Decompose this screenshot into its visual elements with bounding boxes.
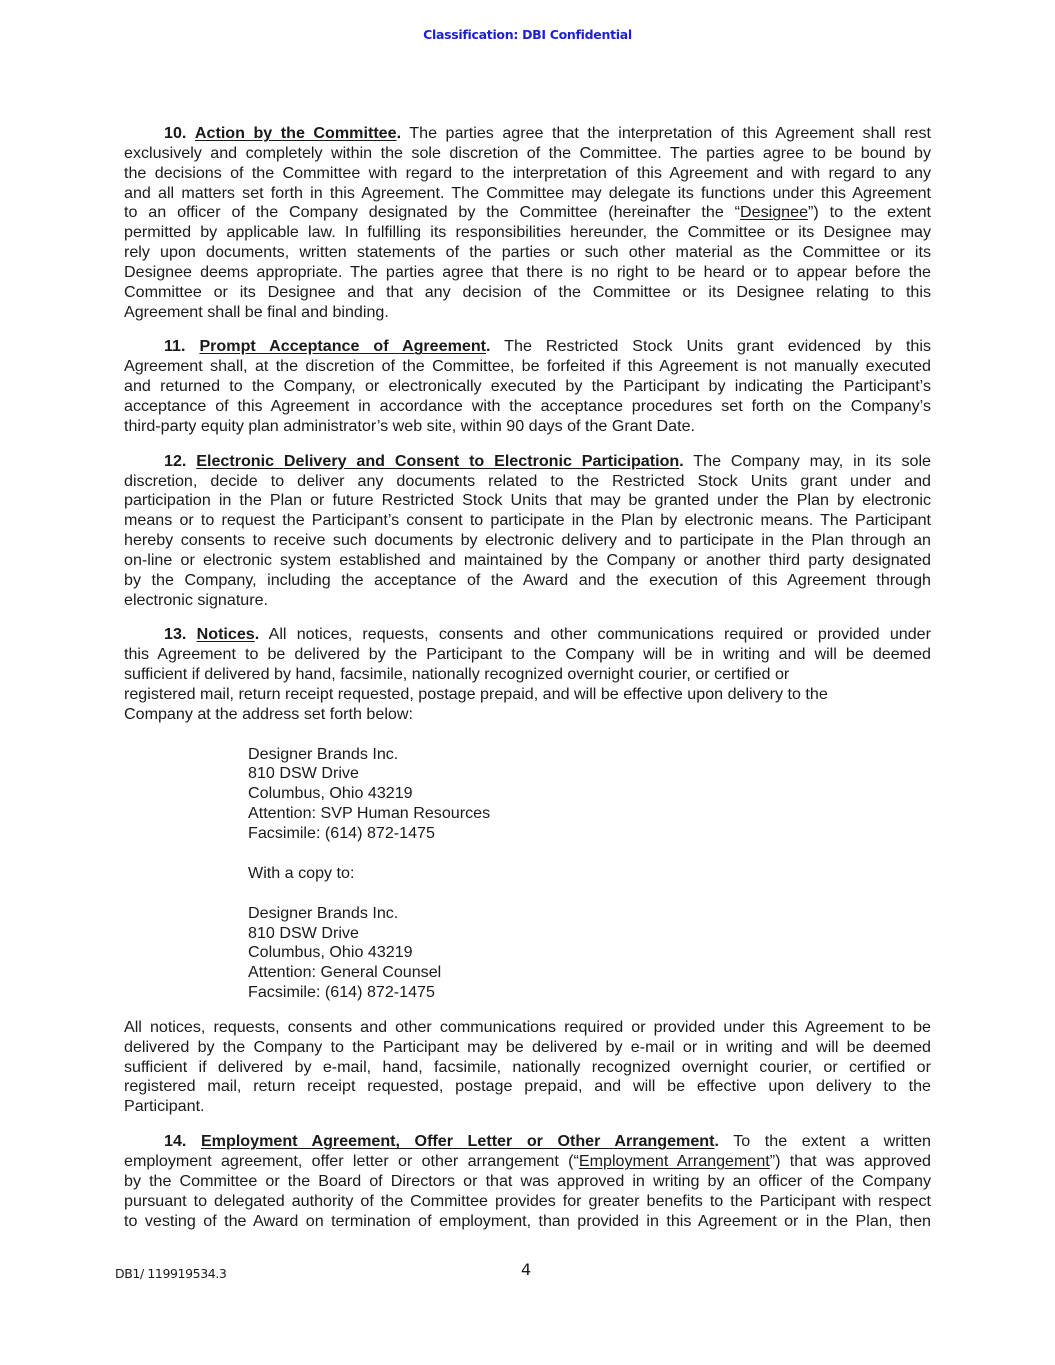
paragraph-line: third-party equity plan administrator’s web site, within 90 days of the Grant Date. bbox=[124, 416, 696, 435]
section-11 bbox=[124, 337, 931, 436]
defined-term-designee: Designee bbox=[740, 203, 809, 222]
section-13 bbox=[124, 625, 931, 724]
address-street: 810 DSW Drive bbox=[248, 764, 359, 783]
paragraph-line: hereby consents to receive such documents by electronic delivery and to participate in the Plan through an bbox=[124, 531, 931, 550]
paragraph-line: employment agreement, offer letter or other arrangement (“Employment Arrangement”) that was approved bbox=[124, 1151, 931, 1170]
paragraph-line: Designee deems appropriate. The parties agree that there is no right to be heard or to appear before the bbox=[124, 262, 931, 281]
section-number: 10. bbox=[164, 124, 187, 142]
paragraph-line: by the Company, including the acceptance of the Award and the execution of this Agreement through bbox=[124, 570, 931, 589]
address-attention: Attention: General Counsel bbox=[248, 963, 442, 982]
address-company: Designer Brands Inc. bbox=[248, 903, 399, 922]
section-10 bbox=[124, 124, 931, 322]
paragraph-line: to an officer of the Company designated by the Committee (hereinafter the “Designee”) to the extent bbox=[124, 203, 931, 222]
address-attention: Attention: SVP Human Resources bbox=[248, 804, 491, 823]
paragraph-line: Agreement shall be final and binding. bbox=[124, 302, 389, 321]
paragraph-line: permitted by applicable law. In fulfilling its responsibilities hereunder, the Committee or its Designee may bbox=[124, 223, 931, 242]
paragraph-line: on-line or electronic system established and maintained by the Company or another third party designated bbox=[124, 550, 931, 569]
paragraph-line: discretion, decide to deliver any documents related to the Restricted Stock Units grant under and bbox=[124, 471, 931, 490]
paragraph-line: and returned to the Company, or electronically executed by the Participant by indicating the Participant’s bbox=[124, 377, 931, 396]
defined-term-employment-arrangement: Employment Arrangement bbox=[578, 1151, 770, 1170]
address-city: Columbus, Ohio 43219 bbox=[248, 943, 413, 962]
paragraph-line: All notices, requests, consents and other communications required or provided under this Agreement to be bbox=[124, 1017, 931, 1036]
paragraph-line: this Agreement to be delivered by the Participant to the Company will be in writing and will be deemed bbox=[124, 645, 931, 664]
notice-address-copy bbox=[248, 904, 931, 1003]
paragraph-line: to vesting of the Award on termination of employment, than provided in this Agreement or in the Plan, then bbox=[124, 1211, 931, 1230]
address-street: 810 DSW Drive bbox=[248, 923, 359, 942]
paragraph-line: exclusively and completely within the sole discretion of the Committee. The parties agree to be bound by bbox=[124, 143, 931, 162]
paragraph-line: registered mail, return receipt requested, postage prepaid, and will be effective upon delivery to the bbox=[124, 684, 828, 703]
paragraph-line: Participant. bbox=[124, 1097, 205, 1116]
paragraph-line: delivered by the Company to the Participant may be delivered by e-mail or in writing and will be deemed bbox=[124, 1037, 931, 1056]
paragraph-line: pursuant to delegated authority of the Committee provides for greater benefits to the Participant with respect bbox=[124, 1191, 931, 1210]
notice-address-primary bbox=[248, 745, 931, 844]
paragraph-line: sufficient if delivered by e-mail, hand, facsimile, nationally recognized overnight courier, or certified or bbox=[124, 1057, 931, 1076]
document-id: DB1/ 119919534.3 bbox=[115, 1266, 227, 1281]
section-number: 14. bbox=[164, 1132, 187, 1151]
section-10-line-1: 10. Action by the Committee. The parties agree that the interpretation of this Agreement shall rest bbox=[164, 124, 931, 142]
section-heading: Prompt Acceptance of Agreement bbox=[199, 337, 487, 356]
address-facsimile: Facsimile: (614) 872-1475 bbox=[248, 983, 435, 1002]
page-number: 4 bbox=[521, 1260, 532, 1279]
section-11-line-1: 11. Prompt Acceptance of Agreement. The Restricted Stock Units grant evidenced by this bbox=[164, 337, 931, 356]
section-heading: Employment Agreement, Offer Letter or Other Arrangement bbox=[200, 1132, 715, 1151]
address-company: Designer Brands Inc. bbox=[248, 744, 399, 763]
paragraph-line: by the Committee or the Board of Directors or that was approved in writing by an officer of the Company bbox=[124, 1171, 931, 1190]
section-14-line-1: 14. Employment Agreement, Offer Letter or Other Arrangement. To the extent a written bbox=[164, 1132, 931, 1151]
document-body bbox=[124, 124, 931, 1246]
paragraph-line: Company at the address set forth below: bbox=[124, 704, 413, 723]
copy-to-label: With a copy to: bbox=[248, 863, 355, 882]
section-12 bbox=[124, 452, 931, 611]
paragraph-line: the decisions of the Committee with regard to the interpretation of this Agreement and with regard to any bbox=[124, 163, 931, 182]
section-number: 11. bbox=[164, 337, 186, 356]
section-heading: Notices bbox=[196, 625, 255, 644]
paragraph-line: and all matters set forth in this Agreement. The Committee may delegate its functions under this Agreement bbox=[124, 183, 931, 202]
paragraph-line: means or to request the Participant’s consent to participate in the Plan by electronic means. The Participant bbox=[124, 511, 931, 530]
paragraph-line: acceptance of this Agreement in accordance with the acceptance procedures set forth on the Company’s bbox=[124, 396, 931, 415]
address-city: Columbus, Ohio 43219 bbox=[248, 784, 413, 803]
company-notice-paragraph bbox=[124, 1018, 931, 1117]
address-facsimile: Facsimile: (614) 872-1475 bbox=[248, 824, 435, 842]
paragraph-line: participation in the Plan or future Restricted Stock Units that may be granted under the Plan by electronic bbox=[124, 491, 931, 510]
section-13-line-1: 13. Notices. All notices, requests, consents and other communications required or provided under bbox=[164, 625, 931, 644]
paragraph-line: sufficient if delivered by hand, facsimile, nationally recognized overnight courier, or certified or bbox=[124, 665, 790, 684]
section-14 bbox=[124, 1132, 931, 1231]
paragraph-line: registered mail, return receipt requested, postage prepaid, and will be effective upon delivery to the bbox=[124, 1077, 931, 1096]
section-heading: Action by the Committee bbox=[194, 124, 397, 142]
paragraph-line: electronic signature. bbox=[124, 590, 269, 609]
section-number: 12. bbox=[164, 451, 187, 470]
section-number: 13. bbox=[164, 625, 187, 644]
section-12-line-1: 12. Electronic Delivery and Consent to Electronic Participation. The Company may, in its sole bbox=[164, 451, 931, 470]
paragraph-line: Committee or its Designee and that any decision of the Committee or its Designee relating to this bbox=[124, 282, 931, 301]
paragraph-line: rely upon documents, written statements of the parties or such other material as the Committee or its bbox=[124, 243, 931, 262]
paragraph-line: Agreement shall, at the discretion of the Committee, be forfeited if this Agreement is not manually executed bbox=[124, 357, 931, 376]
section-heading: Electronic Delivery and Consent to Electronic Participation bbox=[196, 451, 680, 470]
classification-label: Classification: DBI Confidential bbox=[423, 27, 632, 42]
